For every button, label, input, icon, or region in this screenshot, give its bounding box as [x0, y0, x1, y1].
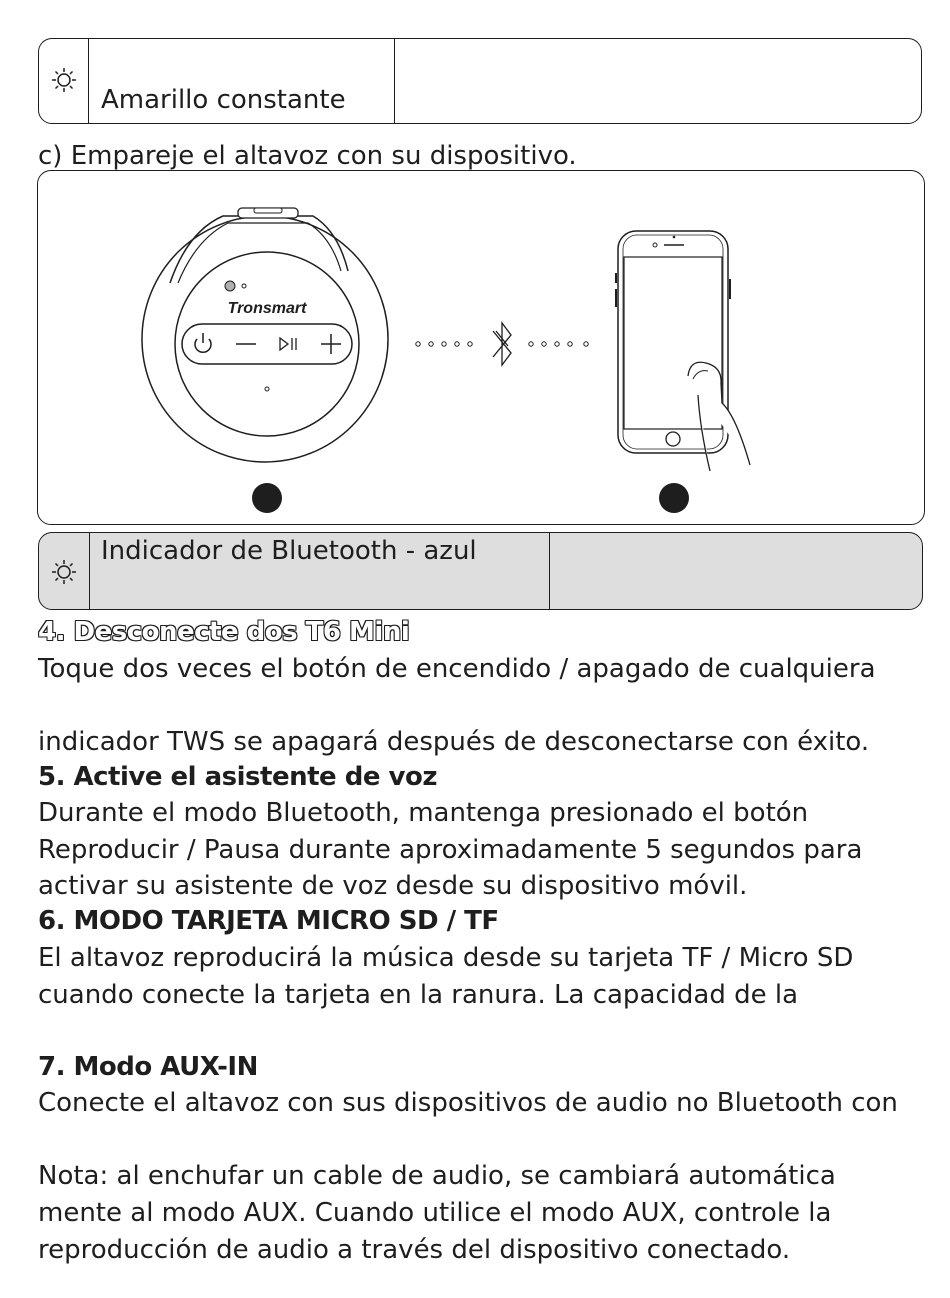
- section-5-line-2: Reproducir / Pausa durante aproximadamente 5 segundos para: [38, 835, 863, 865]
- section-5-line-1: Durante el modo Bluetooth, mantenga presionado el botón: [38, 798, 809, 828]
- pairing-illustration: [37, 170, 925, 525]
- light-icon: [49, 557, 79, 587]
- note-line-1: Nota: al enchufar un cable de audio, se cambiará automática: [38, 1161, 836, 1191]
- section-4-line-2: indicador TWS se apagará después de desconectarse con éxito.: [38, 727, 870, 757]
- phone-illustration: [616, 231, 750, 471]
- indicator-table-blue: [38, 532, 923, 610]
- color-label: Amarillo constante: [101, 85, 346, 115]
- section-5-line-3: activar su asistente de voz desde su dispositivo móvil.: [38, 871, 748, 901]
- step-c-text: c) Empareje el altavoz con su dispositivo.: [38, 141, 577, 171]
- note-line-3: reproducción de audio a través del dispositivo conectado.: [38, 1235, 791, 1265]
- brand-logo: Tronsmart: [227, 300, 307, 317]
- section-7-heading: 7. Modo AUX-IN: [38, 1052, 258, 1082]
- speaker-illustration: [142, 208, 388, 462]
- section-6-heading: 6. MODO TARJETA MICRO SD / TF: [38, 906, 499, 936]
- callout-dot-speaker: [252, 483, 282, 513]
- callout-dot-phone: [659, 483, 689, 513]
- section-4-heading: 4. Desconecte dos T6 Mini: [38, 617, 410, 647]
- light-icon: [49, 65, 79, 95]
- section-4-line-1: Toque dos veces el botón de encendido / apagado de cualquiera: [38, 654, 876, 684]
- indicator-table-yellow: [38, 38, 922, 124]
- section-6-line-1: El altavoz reproducirá la música desde su tarjeta TF / Micro SD: [38, 943, 854, 973]
- section-5-heading: 5. Active el asistente de voz: [38, 762, 437, 792]
- bluetooth-icon: [493, 323, 511, 365]
- section-7-line-1: Conecte el altavoz con sus dispositivos de audio no Bluetooth con: [38, 1088, 898, 1118]
- section-6-line-2: cuando conecte la tarjeta en la ranura. La capacidad de la: [38, 980, 799, 1010]
- bluetooth-indicator-label: Indicador de Bluetooth - azul: [101, 536, 477, 566]
- note-line-2: mente al modo AUX. Cuando utilice el modo AUX, controle la: [38, 1198, 832, 1228]
